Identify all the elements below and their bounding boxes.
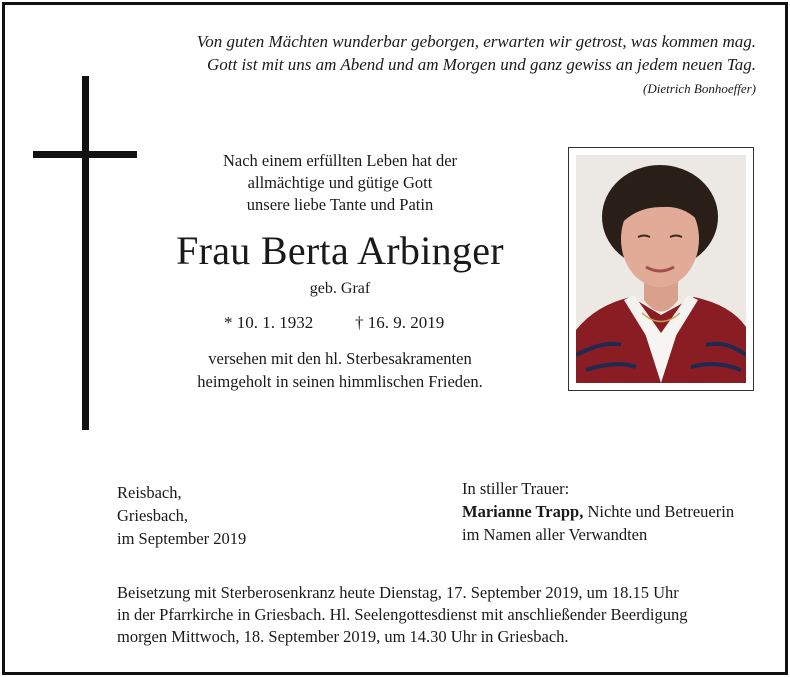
maiden-name: geb. Graf	[309, 280, 371, 297]
intro-line-1: Nach einem erfüllten Leben hat der	[222, 151, 458, 170]
quote-author: (Dietrich Bonhoeffer)	[643, 81, 756, 96]
place-date: im September 2019	[117, 529, 247, 548]
portrait-illustration	[576, 155, 746, 383]
sacraments-line-2: heimgeholt in seinen himmlischen Frieden.	[197, 372, 483, 391]
portrait-photo	[576, 155, 746, 383]
funeral-line-2: in der Pfarrkirche in Griesbach. Hl. Seelengottesdienst mit anschließender Beerdigung	[117, 605, 688, 624]
place-reisbach: Reisbach,	[117, 483, 182, 502]
funeral-details	[117, 582, 757, 648]
sacraments-line-1: versehen mit den hl. Sterbesakramenten	[208, 349, 472, 368]
intro-line-3: unsere liebe Tante und Patin	[246, 195, 434, 214]
quote-line-2: Gott ist mit uns am Abend und am Morgen und ganz gewiss an jedem neuen Tag.	[206, 55, 756, 74]
sacraments-text	[140, 347, 540, 393]
cross-icon-vertical	[82, 76, 89, 430]
places-block	[117, 481, 246, 550]
mourner-name: Marianne Trapp,	[462, 502, 584, 521]
intro-line-2: allmächtige und gütige Gott	[247, 173, 433, 192]
funeral-line-1: Beisetzung mit Sterberosenkranz heute Dienstag, 17. September 2019, um 18.15 Uhr	[117, 583, 679, 602]
portrait-frame	[568, 147, 754, 391]
funeral-line-3: morgen Mittwoch, 18. September 2019, um 14.30 Uhr in Griesbach.	[117, 627, 569, 646]
place-griesbach: Griesbach,	[117, 506, 189, 525]
mourning-heading: In stiller Trauer:	[462, 479, 570, 498]
quote-line-1: Von guten Mächten wunderbar geborgen, erwarten wir getrost, was kommen mag.	[196, 32, 756, 51]
cross-icon-horizontal	[33, 151, 137, 158]
mourner-line	[462, 500, 734, 523]
deceased-name: Frau Berta Arbinger	[176, 228, 504, 273]
birth-date: * 10. 1. 1932	[224, 313, 314, 332]
bonhoeffer-quote	[56, 30, 756, 76]
intro-text	[140, 150, 540, 216]
mourning-block	[462, 477, 734, 546]
death-date: † 16. 9. 2019	[355, 313, 445, 332]
mourner-role: Nichte und Betreuerin	[583, 502, 735, 521]
mourning-relatives: im Namen aller Verwandten	[462, 525, 648, 544]
